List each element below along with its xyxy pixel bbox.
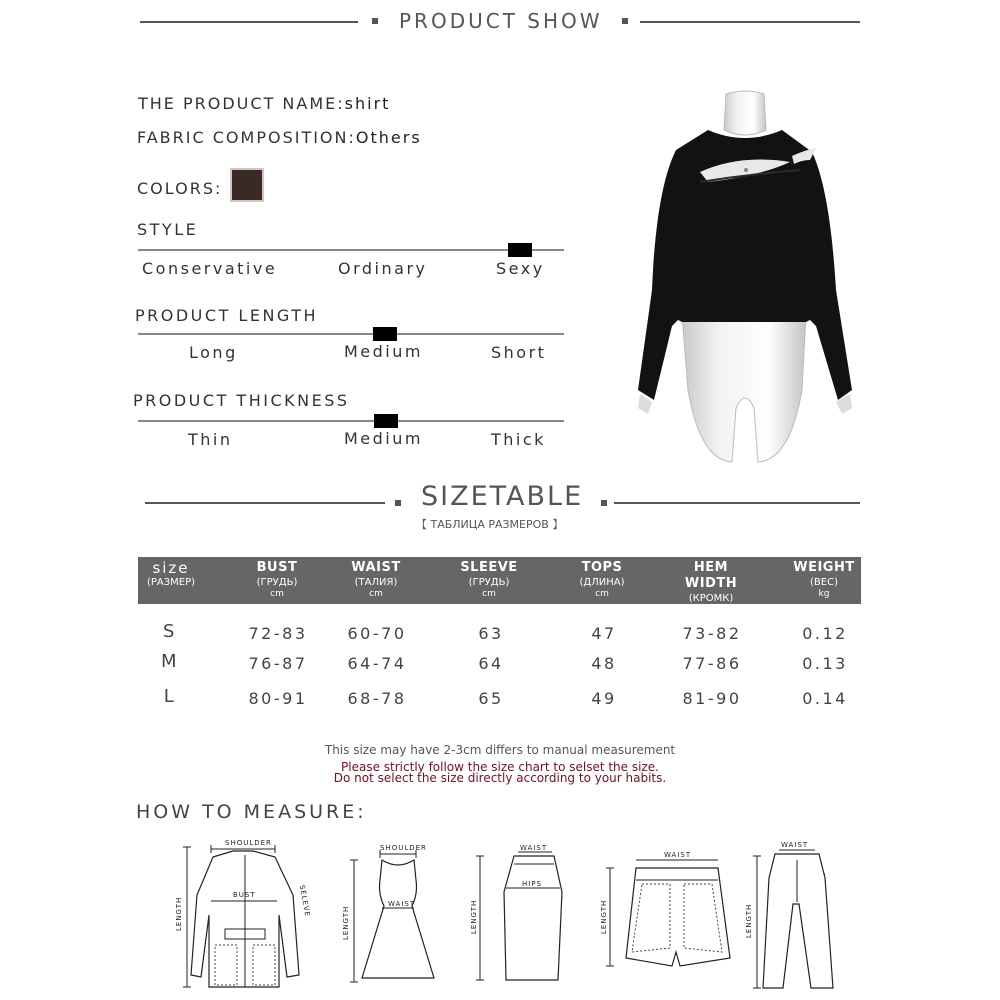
header-square-left [372,18,378,24]
length-label: LENGTH [745,903,753,938]
cell-bust: 72-83 [248,624,308,643]
thickness-option-thin: Thin [188,430,233,449]
pants-measure-diagram [745,838,845,996]
header-line-right [640,21,860,23]
cell-size: M [160,651,180,672]
col-header-hem-width: HEM WIDTH (КРОМК) cm [684,560,738,615]
cell-tops: 49 [591,689,617,708]
sizetable-line-left [145,502,385,504]
length-scale-title: PRODUCT LENGTH [135,306,319,325]
size-warning-1: Please strictly follow the size chart to selset the size. [341,760,659,774]
length-label: LENGTH [600,899,608,934]
length-label: LENGTH [342,905,350,940]
sleeve-label: SELEVE [297,884,312,918]
thickness-option-thick: Thick [491,430,546,449]
sizetable-line-right [614,502,860,504]
col-header-weight: WEIGHT (ВЕС) kg [793,560,855,599]
thickness-scale-line [138,420,564,422]
cell-size: L [163,686,177,707]
page-title: PRODUCT SHOW [399,9,603,33]
size-warning-2: Do not select the size directly according to your habits. [333,771,667,785]
how-to-measure-title: HOW TO MEASURE: [136,801,367,823]
measurement-note: This size may have 2-3cm differs to manual measurement [324,743,676,757]
col-header-bust: BUST (ГРУДЬ) cm [256,560,298,599]
style-option-sexy: Sexy [496,259,545,278]
thickness-scale-title: PRODUCT THICKNESS [133,391,350,410]
jacket-measure-diagram [175,835,325,995]
skirt-measure-diagram [470,842,570,992]
colors-label: COLORS: [137,179,223,198]
style-scale-line [138,249,564,251]
col-header-waist: WAIST (ТАЛИЯ) cm [351,560,401,599]
header-line-left [140,21,358,23]
shoulder-label: SHOULDER [380,844,427,852]
header-square-right [622,18,628,24]
cell-tops: 47 [591,624,617,643]
waist-label: WAIST [520,844,548,852]
cell-hem-width: 81-90 [682,689,742,708]
product-name-value: shirt [344,94,391,113]
cell-tops: 48 [591,654,617,673]
thickness-scale-marker [374,414,398,428]
cell-waist: 64-74 [347,654,407,673]
style-option-ordinary: Ordinary [338,259,428,278]
cell-waist: 60-70 [347,624,407,643]
dress-measure-diagram [340,840,440,990]
fabric-label: FABRIC COMPOSITION: [137,128,356,147]
cell-hem-width: 73-82 [682,624,742,643]
col-header-sleeve: SLEEVE (ГРУДЬ) cm [460,560,518,599]
fabric-value: Others [355,128,422,147]
cell-sleeve: 65 [478,689,504,708]
product-name-row [138,94,390,113]
cell-weight: 0.14 [802,689,848,708]
length-scale-line [138,333,564,335]
style-scale-marker [508,243,532,257]
fabric-row [137,128,422,147]
cell-sleeve: 64 [478,654,504,673]
cell-bust: 76-87 [248,654,308,673]
cell-hem-width: 77-86 [682,654,742,673]
length-label: LENGTH [470,899,478,934]
length-label: LENGTH [175,896,183,931]
sizetable-square-right [601,500,607,506]
waist-label: WAIST [388,900,416,908]
cell-sleeve: 63 [478,624,504,643]
product-name-label: THE PRODUCT NAME: [138,94,345,113]
hips-label: HIPS [522,880,542,888]
shorts-measure-diagram [600,848,740,978]
waist-label: WAIST [781,841,809,849]
cell-weight: 0.12 [802,624,848,643]
cell-weight: 0.13 [802,654,848,673]
col-header-size: size (РАЗМЕР) [146,559,196,588]
length-option-medium: Medium [344,342,423,361]
shoulder-label: SHOULDER [225,839,272,847]
color-swatch[interactable] [230,168,264,202]
bust-label: BUST [233,891,256,899]
sizetable-subtitle: 【 ТАБЛИЦА РАЗМЕРОВ 】 [416,518,564,531]
cell-bust: 80-91 [248,689,308,708]
thickness-option-medium: Medium [344,429,423,448]
cell-size: S [163,621,177,642]
col-header-tops: TOPS (ДЛИНА) cm [579,560,625,599]
length-option-long: Long [189,343,238,362]
cell-waist: 68-78 [347,689,407,708]
length-option-short: Short [491,343,547,362]
waist-label: WAIST [664,851,692,859]
product-mannequin-image [630,90,860,465]
length-scale-marker [373,327,397,341]
style-option-conservative: Conservative [142,259,278,278]
style-scale-title: STYLE [137,220,199,239]
sizetable-title: SIZETABLE [421,481,584,512]
sizetable-square-left [395,500,401,506]
